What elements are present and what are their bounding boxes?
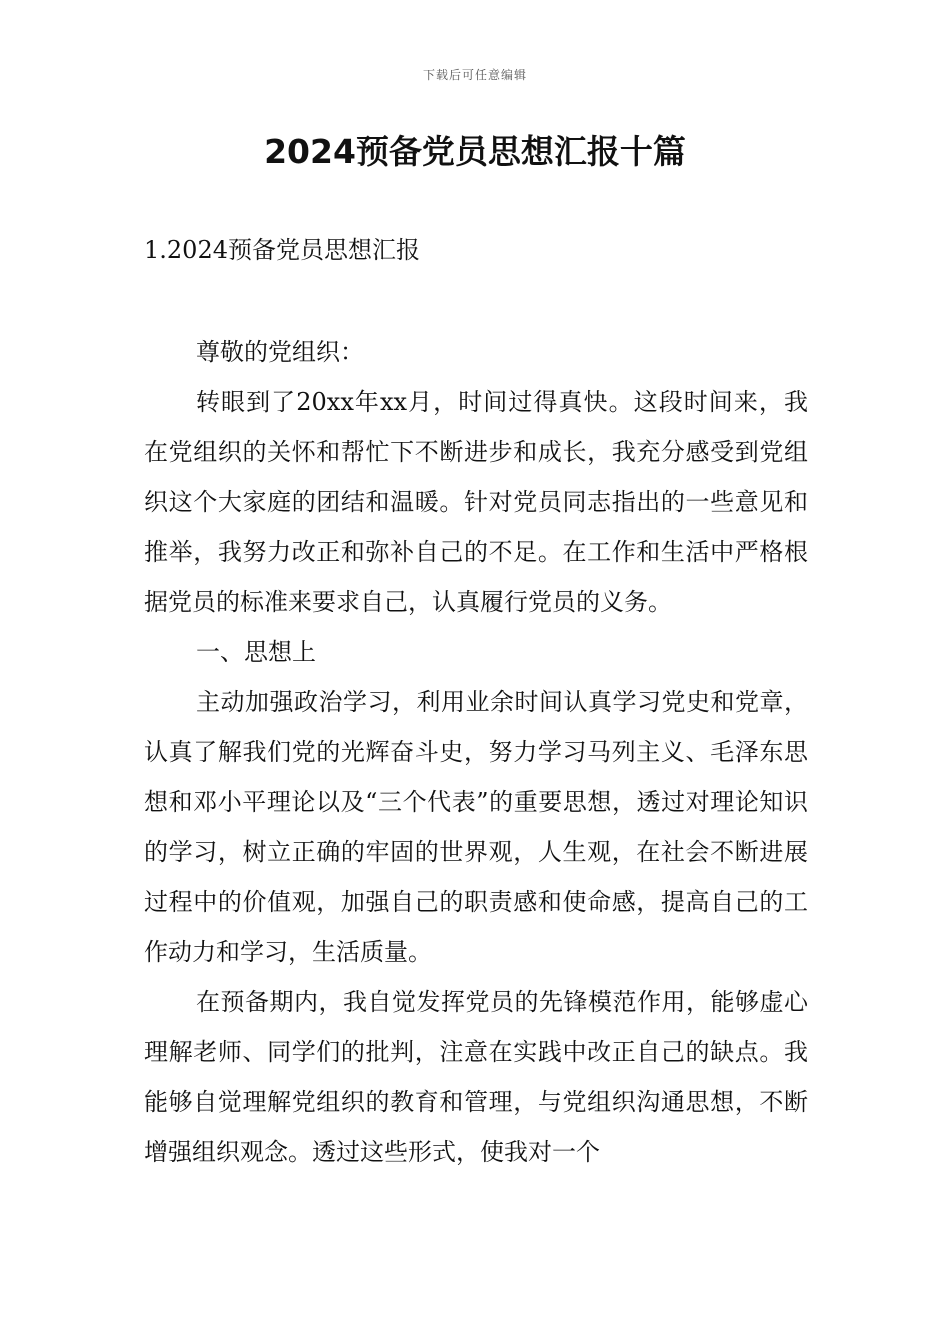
body-paragraph: 在预备期内，我自觉发挥党员的先锋模范作用，能够虚心理解老师、同学们的批判，注意在实践中改正自己的缺点。我能够自觉理解党组织的教育和管理，与党组织沟通思想，不断增强组织观念。透过这些形式，使我对一个 [144,988,808,1166]
section-heading: 1.2024预备党员思想汇报 [144,236,420,264]
header-note: 下载后可任意编辑 [422,68,527,82]
body-paragraph: 主动加强政治学习，利用业余时间认真学习党史和党章，认真了解我们党的光辉奋斗史，努力学习马列主义、毛泽东思想和邓小平理论以及“三个代表”的重要思想，透过对理论知识的学习，树立正确的牢固的世界观，人生观，在社会不断进展过程中的价值观，加强自己的职责感和使命感，提高自己的工作动力和学习，生活质量。 [144,688,808,966]
document-body [144,327,808,1177]
document-title: 2024预备党员思想汇报十篇 [264,132,686,171]
body-paragraph: 转眼到了20xx年xx月，时间过得真快。这段时间来，我在党组织的关怀和帮忙下不断进步和成长，我充分感受到党组织这个大家庭的团结和温暖。针对党员同志指出的一些意见和推举，我努力改正和弥补自己的不足。在工作和生活中严格根据党员的标准来要求自己，认真履行党员的义务。 [144,388,808,616]
subheading-ideology: 一、思想上 [196,638,316,666]
salutation: 尊敬的党组织： [196,338,364,366]
